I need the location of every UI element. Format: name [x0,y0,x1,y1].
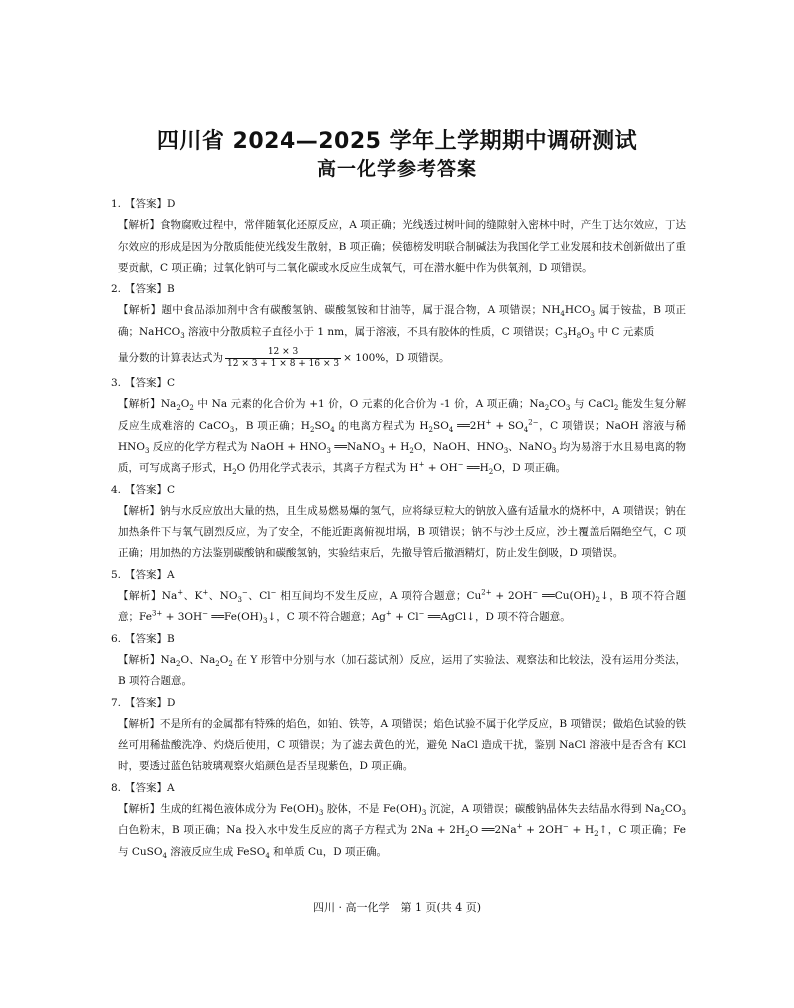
answer-line [111,629,686,650]
question-number: 4. [111,483,122,496]
question-number: 1. [111,198,122,210]
answer-line [111,778,686,799]
answer-line [111,279,686,300]
answer-text: 【答案】A [125,568,175,581]
answer-item-3 [111,373,686,479]
answer-item-4 [111,480,686,565]
answer-text: 【答案】C [125,377,176,390]
explanation: 【解析】食物腐败过程中，常伴随氧化还原反应，A 项正确；光线透过树叶间的缝隙射入密林中时，产生丁达尔效应，丁达尔效应的形成是因为分散质能使光线发生散射，B 项正确；侯德榜发明联合制碱法为我国化学工业发展和技术创新做出了重要贡献，C 项正确；过氧化钠可与二氧化碳或水反应生成氧气，可在潜水艇中作为供氧剂，D 项错误。 [118,219,686,274]
answer-line [111,480,686,501]
answer-item-7 [111,693,686,778]
explanation: 【解析】生成的红褐色液体成分为 $Fe(OH)_3$ 胶体，不是 $Fe(OH)_3$ 沉淀，A 项错误；碳酸钠晶体失去结晶水得到 $Na_2CO_3$ 白色粉末，B 项正确；Na 投入水中发生反应的离子方程式为 $2Na + 2H_2O$ ══2Na+ + $2OH^- + H_2↑$，C 项正确；Fe 与 CuSO$_4$ 溶液反应生成 FeSO$_4$ 和单质 Cu，D 项正确。 [118,803,687,860]
question-number: 8. [111,781,122,794]
answer-item-2 [111,279,686,373]
answer-line [111,373,686,394]
formula-line: 量分数的计算表达式为 $\frac{12 \times 3}{12 \times 3 + 1 \times 8 + 16 \times 3}$ × 100%，D 项错误。 [118,346,450,369]
answer-item-5 [111,565,686,629]
explanation: 【解析】Na+、K+、$NO_3^-$、Cl− 相互间均不发生反应，A 项符合题意；$Cu^{2+} + 2OH^-$ $══Cu(OH)_2↓$，B 项不符合题意；$Fe^{3+} + 3OH^-$ $══Fe(OH)_3↓$，C 项不符合题意；Ag+ + Cl− ══AgCl↓，D 项不符合题意。 [118,588,686,626]
answer-line [111,194,686,215]
question-number: 3. [111,377,122,390]
fraction: $\frac{12 \times 3}{12 \times 3 + 1 \times 8 + 16 \times 3}$ [227,346,340,369]
answer-line [111,565,686,586]
page-footer: 四川 · 高一化学 第 1 页(共 4 页) [312,901,482,914]
question-number: 6. [111,632,122,645]
explanation: 【解析】$Na_2O$、$Na_2O_2$ 在 Y 形管中分别与水（加石蕊试剂）反应，运用了实验法、观察法和比较法，没有运用分类法，B 项符合题意。 [118,653,686,688]
answer-text: 【答案】D [125,696,176,709]
question-number: 2. [111,283,122,296]
answer-list [111,194,687,863]
answer-text: 【答案】D [125,198,176,210]
explanation: 【解析】题中食品添加剂中含有碳酸氢钠、碳酸氢铵和甘油等，属于混合物，A 项错误；$NH_4HCO_3$ 属于铵盐，B 项正确；NaHCO$_3$ 溶液中分散质粒子直径小于 1 nm，属于溶液，不具有胶体的性质，C 项错误；$C_3H_8O_3$ 中 C 元素质 量分数的计算表达式为 $\frac{12 \times 3}{12 \times 3 + 1 \times 8 + 16 \times 3}$ × 100%，D 项错误。 [118,300,686,373]
page-title: 四川省 2024—2025 学年上学期期中调研测试 [156,129,638,154]
answer-item-8 [111,778,687,863]
question-number: 5. [111,568,122,581]
answer-text: 【答案】C [125,483,176,496]
answer-text: 【答案】A [125,781,175,794]
answer-item-1 [111,194,686,279]
answer-text: 【答案】B [125,632,175,645]
explanation: 【解析】不是所有的金属都有特殊的焰色，如铂、铁等，A 项错误；焰色试验不属于化学反应，B 项错误；做焰色试验的铁丝可用稀盐酸洗净、灼烧后使用，C 项错误；为了滤去黄色的光，避免 NaCl 造成干扰，鉴别 NaCl 溶液中是否含有 KCl 时，要透过蓝色钴玻璃观察火焰颜色是否呈现紫色，D 项正确。 [118,717,686,773]
page-subtitle: 高一化学参考答案 [316,158,477,180]
explanation: 【解析】$Na_2O_2$ 中 Na 元素的化合价为 +1 价，O 元素的化合价为 -1 价，A 项正确；$Na_2CO_3$ 与 CaCl$_2$ 能发生复分解反应生成难溶的 CaCO$_3$，B 项正确；$H_2SO_4$ 的电离方程式为 $H_2SO_4$ ══2H+ + $SO_4^{2-}$，C 项错误；NaOH 溶液与稀 $HNO_3$ 反应的化学方程式为 NaOH + $HNO_3$ ══NaNO$_3$ + $H_2O$，NaOH、$HNO_3$、NaNO$_3$ 均为易溶于水且易电离的物质，可写成离子形式，$H_2O$ 仍用化学式表示，其离子方程式为 H+ + OH− $══H_2O$，D 项正确。 [118,398,686,477]
question-number: 7. [111,696,122,709]
answer-line [111,693,686,714]
answer-text: 【答案】B [125,283,175,296]
answer-item-6 [111,629,686,693]
explanation: 【解析】钠与水反应放出大量的热，且生成易燃易爆的氢气，应将绿豆粒大的钠放入盛有适量水的烧杯中，A 项错误；钠在加热条件下与氧气剧烈反应，为了安全，不能近距离俯视坩埚，B 项错误；钠不与沙土反应，沙土覆盖后隔绝空气，C 项正确；用加热的方法鉴别碳酸钠和碳酸氢钠，实验结束后，先撤导管后撤酒精灯，防止发生倒吸，D 项错误。 [118,504,686,560]
